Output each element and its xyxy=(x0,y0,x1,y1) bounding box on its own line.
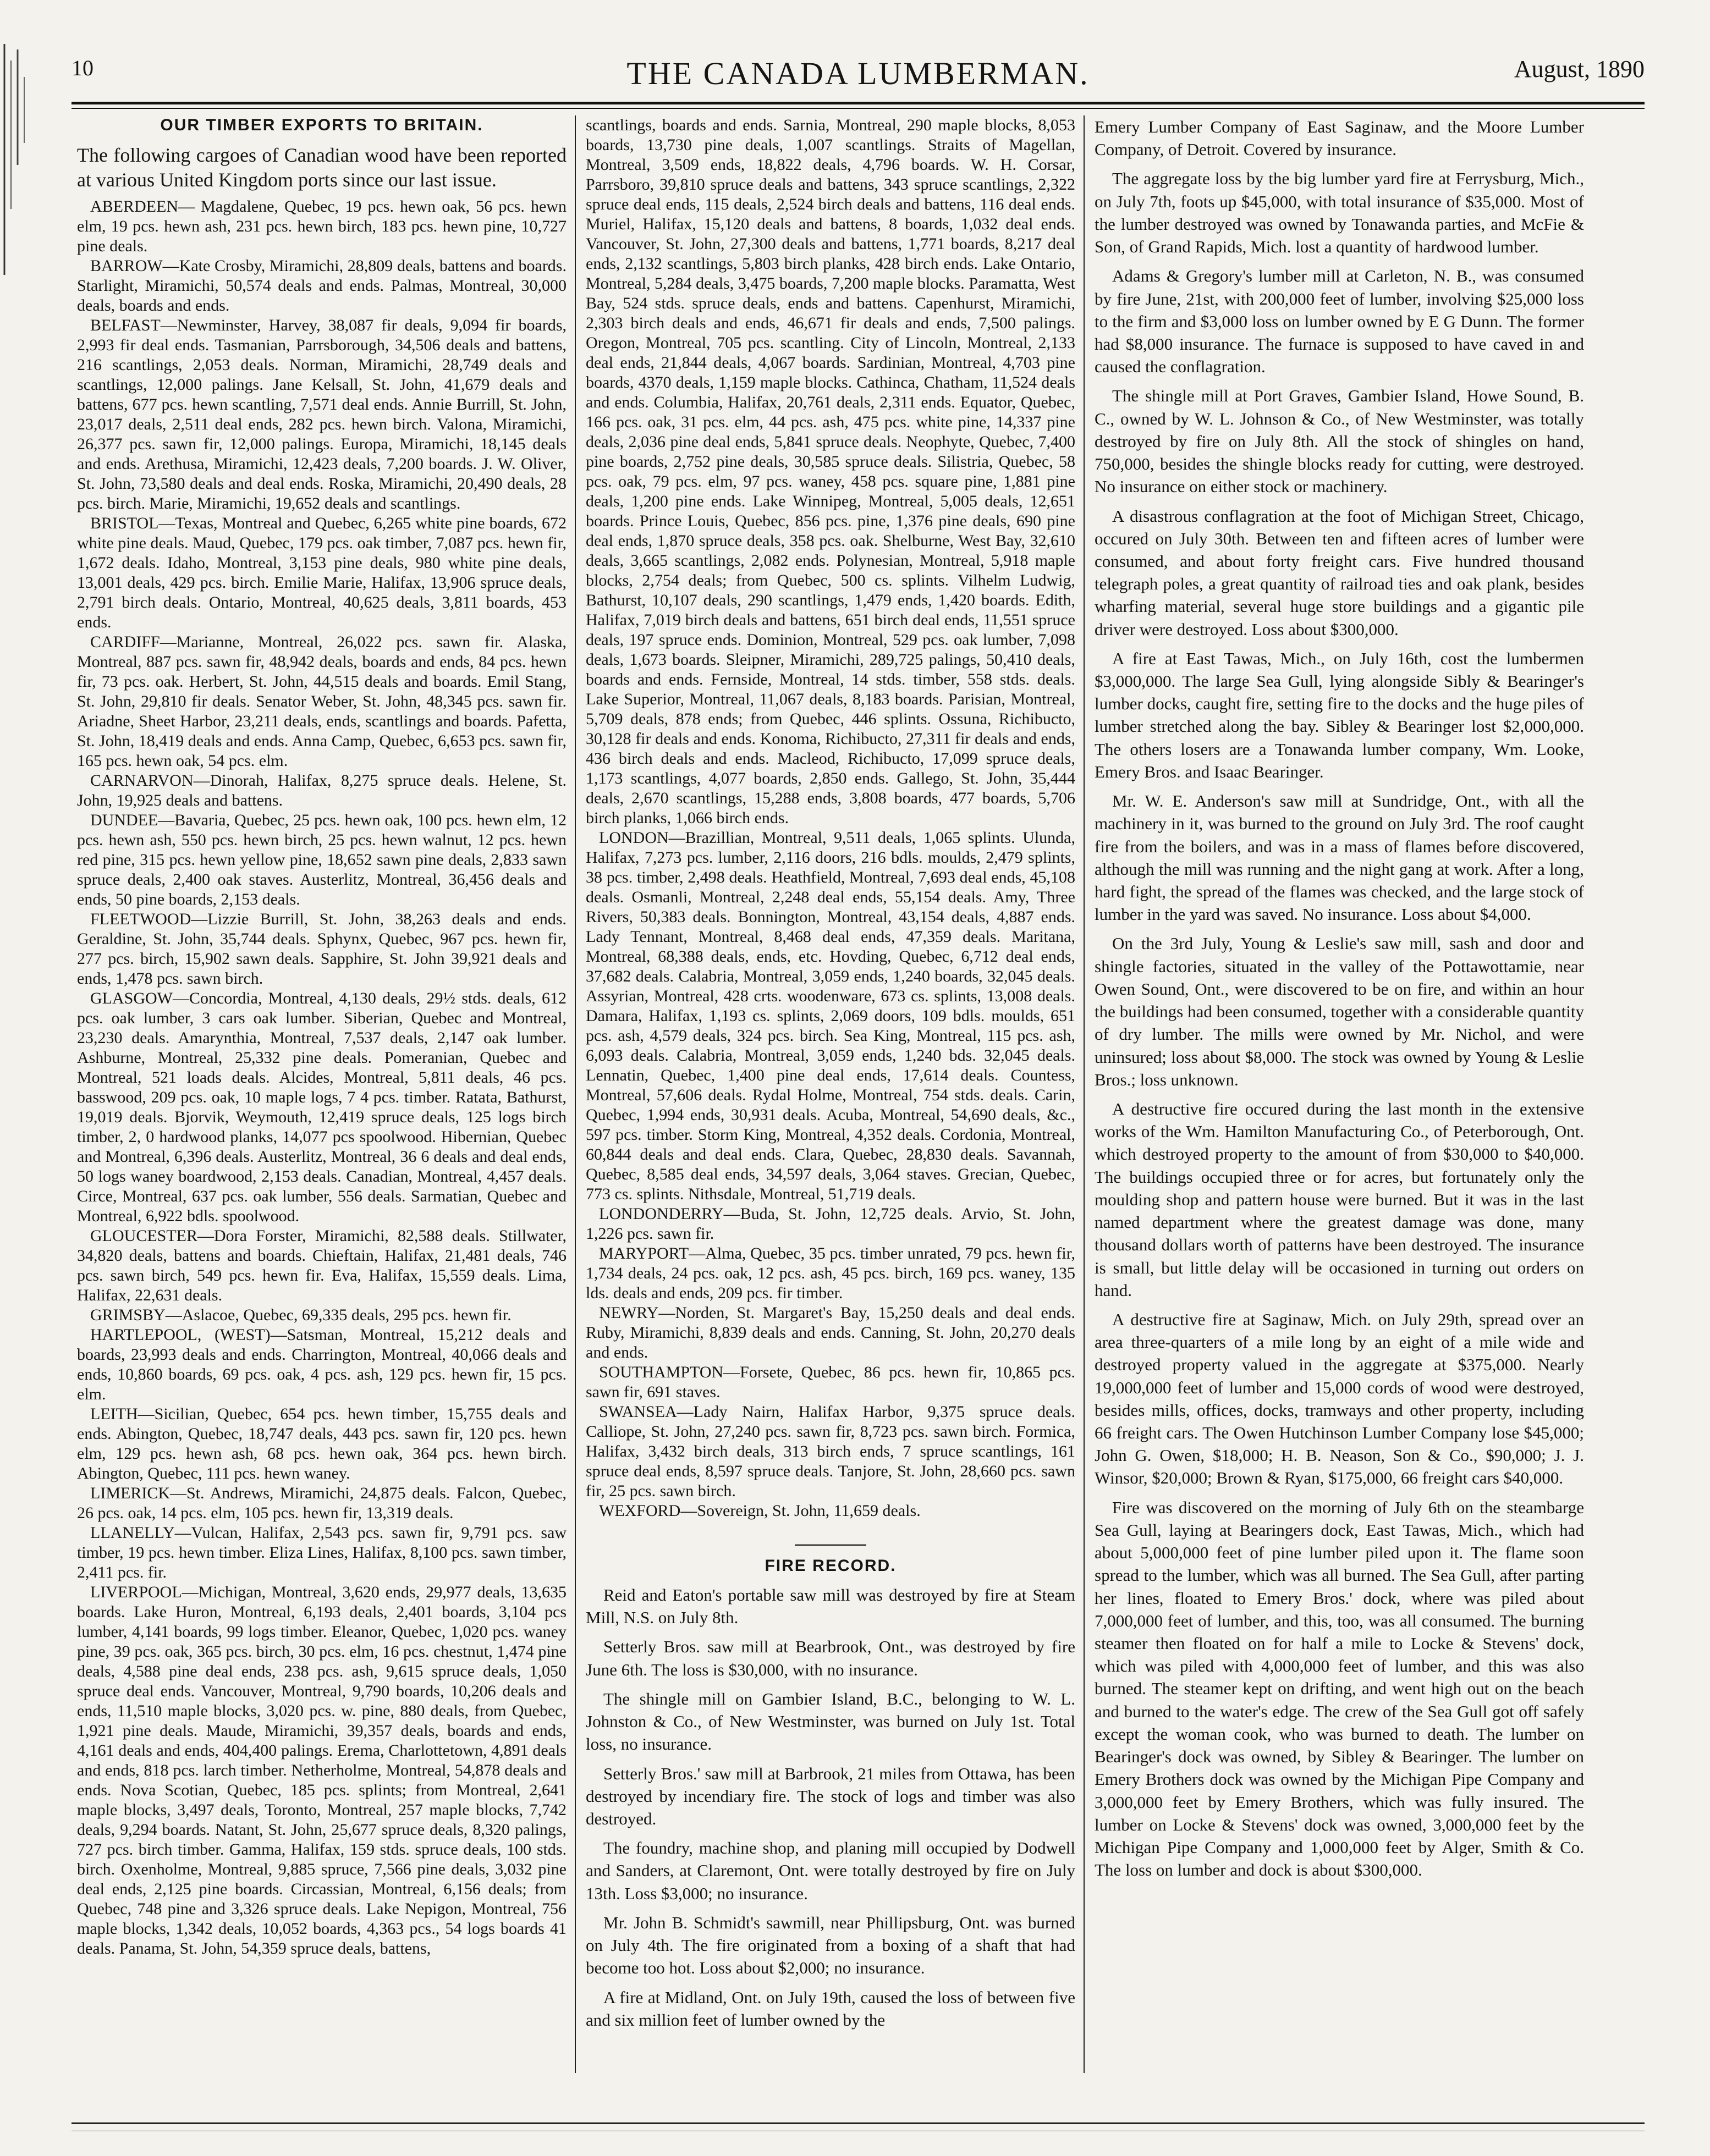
cargo-entry-aberdeen: ABERDEEN— Magdalene, Quebec, 19 pcs. hewn oak, 56 pcs. hewn elm, 19 pcs. hewn ash, 231 pcs. hewn birch, 183 pcs. hewn pine, 10,727 pine deals. xyxy=(77,197,567,255)
fire-item: The shingle mill on Gambier Island, B.C., belonging to W. L. Johnston & Co., of New Westminster, was burned on July 1st. Total loss, no insurance. xyxy=(586,1689,1075,1754)
fire-item: Mr. John B. Schmidt's sawmill, near Phillipsburg, Ont. was burned on July 4th. The fire originated from a boxing of a shaft that had become too hot. Loss about $2,000; no insurance. xyxy=(586,1912,1075,1978)
cargo-entry-belfast: BELFAST—Newminster, Harvey, 38,087 fir deals, 9,094 fir boards, 2,993 fir deal ends. Tasmanian, Parrsborough, 34,506 deals and battens, 216 scantlings, 2,053 deals. Norman, Miramichi, 28,749 deals and scantlings, 12,000 palings. Jane Kelsall, St. John, 41,679 deals and battens, 677 pcs. hewn scantling, 7,571 deal ends. Annie Burrill, St. John, 23,017 deals, 2,511 deal ends, 282 pcs. hewn birch. Valona, Miramichi, 26,377 pcs. sawn fir, 12,000 palings. Europa, Miramichi, 18,145 deals and ends. Arethusa, Miramichi, 12,423 deals, 7,200 boards. J. W. Oliver, St. John, 73,580 deals and deal ends. Roska, Miramichi, 20,490 deals, 28 pcs. birch. Marie, Miramichi, 19,652 deals and scantlings. xyxy=(77,316,567,512)
fire-item: Adams & Gregory's lumber mill at Carleton, N. B., was consumed by fire June, 21st, with 200,000 feet of lumber, involving $25,000 loss to the firm and $3,000 loss on lumber owned by E G Dunn. The former had $8,000 insurance. The furnace is supposed to have caved in and caused the conflagration. xyxy=(1095,266,1584,377)
footer-rule xyxy=(72,2122,1645,2124)
fire-item: A fire at East Tawas, Mich., on July 16th, cost the lumbermen $3,000,000. The large Sea Gull, lying alongside Sibly & Bearinger's lumber docks, caught fire, setting fire to the docks and the huge piles of lumber stretched along the bay. Sibley & Bearinger lost $2,000,000. The others losers are a Tonawanda lumber company, Wm. Looke, Emery Bros. and Isaac Bearinger. xyxy=(1095,648,1584,781)
cargo-entry-hartlepool: HARTLEPOOL, (WEST)—Satsman, Montreal, 15,212 deals and boards, 23,993 deals and ends. Charrington, Montreal, 40,066 deals and ends, 10,860 boards, 69 pcs. oak, 4 pcs. ash, 129 pcs. hewn fir, 15 pcs. elm. xyxy=(77,1326,567,1403)
cargo-entry-cardiff: CARDIFF—Marianne, Montreal, 26,022 pcs. sawn fir. Alaska, Montreal, 887 pcs. sawn fir, 48,942 deals, boards and ends, 84 pcs. hewn fir, 73 pcs. oak. Herbert, St. John, 44,515 deals and boards. Emil Stang, St. John, 29,810 fir deals. Senator Weber, St. John, 48,345 pcs. sawn fir. Ariadne, Sheet Harbor, 23,211 deals, ends, scantlings and boards. Pafetta, St. John, 18,419 deals and ends. Anna Camp, Quebec, 6,653 pcs. sawn fir, 165 pcs. hewn oak, 54 pcs. elm. xyxy=(77,633,567,770)
cargo-entry-wexford: WEXFORD—Sovereign, St. John, 11,659 deals. xyxy=(599,1502,921,1520)
cargo-entry-llanelly: LLANELLY—Vulcan, Halifax, 2,543 pcs. sawn fir, 9,791 pcs. saw timber, 19 pcs. hewn timber. Eliza Lines, Halifax, 8,100 pcs. sawn timber, 2,411 pcs. fir. xyxy=(77,1524,567,1581)
cargo-entry-carnarvon: CARNARVON—Dinorah, Halifax, 8,275 spruce deals. Helene, St. John, 19,925 deals and battens. xyxy=(77,771,567,809)
section-title-fire-record: FIRE RECORD. xyxy=(765,1557,897,1575)
cargo-entry-southampton: SOUTHAMPTON—Forsete, Quebec, 86 pcs. hewn fir, 10,865 pcs. sawn fir, 691 staves. xyxy=(586,1363,1075,1401)
column-divider-1 xyxy=(575,115,576,2073)
fire-item: Fire was discovered on the morning of July 6th on the steambarge Sea Gull, laying at Bearingers dock, East Tawas, Mich., which had about 5,000,000 feet of pine lumber piled upon it. The flame soon spread to the lumber, which was all burned. The Sea Gull, after parting her lines, floated to Emery Bros.' dock, where was piled about 7,000,000 feet of lumber, and this, too, was all consumed. The burning steamer then floated on for half a mile to Locke & Stevens' dock, which was piled with 4,000,000 feet of lumber, and this was also burned. The steamer kept on drifting, and went high out on the beach and burned to the water's edge. The crew of the Sea Gull got off safely except the woman cook, who was burned to death. The lumber on Bearinger's dock was owned, by Sibley & Bearinger. The lumber on Emery Brothers dock was owned by the Michigan Pipe Company and 3,000,000 feet by Emery Brothers, which was fully insured. The lumber on Locke & Stevens' dock was owned, 3,000,000 feet by the Michigan Pipe Company and 1,000,000 feet by Alger, Smith & Co. The loss on lumber and dock is about $300,000. xyxy=(1095,1497,1584,1880)
exports-intro: The following cargoes of Canadian wood have been reported at various United Kingdom ports since our last issue. xyxy=(77,144,567,191)
fire-item: A destructive fire occured during the last month in the extensive works of the Wm. Hamilton Manufacturing Co., of Peterborough, Ont. which destroyed property to the amount of from $30,000 to $40,000. The buildings occupied three or for acres, but fortunately only the moulding shop and pattern house were burned. But it was in the last named department where the greatest damage was done, many thousand dollars worth of patterns have been destroyed. The insurance is small, but little delay will be occasioned in turning out orders on hand. xyxy=(1095,1099,1584,1300)
cargo-entry-leith: LEITH—Sicilian, Quebec, 654 pcs. hewn timber, 15,755 deals and ends. Abington, Quebec, 18,747 deals, 443 pcs. sawn fir, 120 pcs. hewn elm, 129 pcs. hewn ash, 68 pcs. hewn oak, 364 pcs. hewn birch. Abington, Quebec, 111 pcs. hewn waney. xyxy=(77,1405,567,1482)
issue-date: August, 1890 xyxy=(1514,56,1645,82)
cargo-entry-newry: NEWRY—Norden, St. Margaret's Bay, 15,250 deals and deal ends. Ruby, Miramichi, 8,839 deals and ends. Canning, St. John, 20,270 deals and ends. xyxy=(586,1304,1075,1361)
column-1 xyxy=(77,115,567,2073)
header-rule-thick xyxy=(72,102,1645,104)
page-number: 10 xyxy=(72,56,94,80)
column-divider-2 xyxy=(1084,115,1085,2073)
fire-item: The shingle mill at Port Graves, Gambier Island, Howe Sound, B. C., owned by W. L. Johnson & Co., of New Westminster, was totally destroyed by fire on July 8th. All the stock of shingles on hand, 750,000, besides the shingle blocks ready for cutting, were destroyed. No insurance on either stock or machinery. xyxy=(1095,386,1584,497)
fire-item: Setterly Bros.' saw mill at Barbrook, 21 miles from Ottawa, has been destroyed by incendiary fire. The stock of logs and timber was also destroyed. xyxy=(586,1763,1075,1828)
column-2 xyxy=(586,115,1075,2073)
fire-item: On the 3rd July, Young & Leslie's saw mill, sash and door and shingle factories, situated in the valley of the Pottawottamie, near Owen Sound, Ont., were discovered to be on fire, and within an hour the buildings had been consumed, together with a considerable quantity of dry lumber. The mills were owned by Mr. Nichol, and were uninsured; loss about $8,000. The stock was owned by Young & Leslie Bros.; loss unknown. xyxy=(1095,934,1584,1089)
fire-item: Reid and Eaton's portable saw mill was destroyed by fire at Steam Mill, N.S. on July 8th. xyxy=(586,1585,1075,1628)
cargo-entry-londonderry: LONDONDERRY—Buda, St. John, 12,725 deals. Arvio, St. John, 1,226 pcs. sawn fir. xyxy=(586,1205,1075,1243)
fire-item: The foundry, machine shop, and planing mill occupied by Dodwell and Sanders, at Claremont, Ont. were totally destroyed by fire on July 13th. Loss $3,000; no insurance. xyxy=(586,1838,1075,1903)
fire-item: Setterly Bros. saw mill at Bearbrook, Ont., was destroyed by fire June 6th. The loss is $30,000, with no insurance. xyxy=(586,1637,1075,1679)
fire-item: A disastrous conflagration at the foot of Michigan Street, Chicago, occured on July 30th. Between ten and fifteen acres of lumber were consumed, and about forty freight cars. Five hundred thousand telegraph poles, a great quantity of railroad ties and oak plank, besides wharfing material, several huge store buildings and a gigantic pile driver were destroyed. Loss about $300,000. xyxy=(1095,506,1584,639)
cargo-entry-grimsby: GRIMSBY—Aslacoe, Quebec, 69,335 deals, 295 pcs. hewn fir. xyxy=(90,1306,512,1324)
binding-edge-marks xyxy=(0,44,33,1804)
cargo-entry-bristol: BRISTOL—Texas, Montreal and Quebec, 6,265 white pine boards, 672 white pine deals. Maud, Quebec, 179 pcs. oak timber, 7,087 pcs. hewn fir, 1,672 deals. Idaho, Montreal, 3,153 pine deals, 980 white pine deals, 13,001 deals, 429 pcs. birch. Emilie Marie, Halifax, 13,906 spruce deals, 2,791 birch deals. Ontario, Montreal, 40,625 deals, 3,811 boards, 453 ends. xyxy=(77,514,567,631)
fire-item-continued: Emery Lumber Company of East Saginaw, and the Moore Lumber Company, of Detroit. Covered by insurance. xyxy=(1095,117,1584,159)
masthead-title: THE CANADA LUMBERMAN. xyxy=(626,56,1090,91)
cargo-entry-swansea: SWANSEA—Lady Nairn, Halifax Harbor, 9,375 spruce deals. Calliope, St. John, 27,240 pcs. sawn fir, 8,723 pcs. sawn birch. Formica, Halifax, 3,432 birch deals, 313 birch ends, 7 spruce scantlings, 161 spruce deal ends, 8,597 spruce deals. Tanjore, St. John, 28,660 pcs. sawn fir, 25 pcs. sawn birch. xyxy=(586,1403,1075,1500)
fire-item: A fire at Midland, Ont. on July 19th, caused the loss of between five and six million feet of lumber owned by the xyxy=(586,1987,1075,2030)
cargo-entry-london: LONDON—Brazillian, Montreal, 9,511 deals, 1,065 splints. Ulunda, Halifax, 7,273 pcs. lumber, 2,116 doors, 216 bdls. moulds, 2,479 splints, 38 pcs. timber, 2,498 deals. Heathfield, Montreal, 7,693 deal ends, 45,108 deals. Osmanli, Montreal, 2,248 deal ends, 55,154 deals. Amy, Three Rivers, 50,383 deals. Bonnington, Montreal, 43,154 deals, 4,887 ends. Lady Tennant, Montreal, 8,468 deal ends, 47,359 deals. Maritana, Montreal, 68,388 deals, ends, etc. Hovding, Quebec, 6,712 deal ends, 37,682 deals. Calabria, Montreal, 3,059 ends, 1,240 boards, 32,045 deals. Assyrian, Montreal, 428 crts. woodenware, 673 cs. splints, 13,008 deals. Damara, Halifax, 1,193 cs. splints, 2,069 doors, 109 bdls. moulds, 651 pcs. ash, 4,579 deals, 324 pcs. birch. Sea King, Montreal, 115 pcs. ash, 6,093 deals. Calabria, Montreal, 3,059 ends, 1,240 bds. 32,045 deals. Lennatin, Quebec, 1,400 pine deal ends, 17,614 deals. Countess, Montreal, 57,606 deals. Rydal Holme, Montreal, 754 stds. deals. Carin, Quebec, 1,994 ends, 30,931 deals. Acuba, Montreal, 54,690 deals, &c., 597 pcs. timber. Storm King, Montreal, 4,352 deals. Cordonia, Montreal, 60,844 deals and deal ends. Clara, Quebec, 28,830 deals. Savannah, Quebec, 8,585 deal ends, 34,597 deals, 3,064 staves. Grecian, Quebec, 773 cs. splints. Nithsdale, Montreal, 51,719 deals. xyxy=(586,829,1075,1203)
section-title-timber-exports: OUR TIMBER EXPORTS TO BRITAIN. xyxy=(160,116,483,134)
cargo-entry-dundee: DUNDEE—Bavaria, Quebec, 25 pcs. hewn oak, 100 pcs. hewn elm, 12 pcs. hewn ash, 550 pcs. hewn birch, 25 pcs. hewn walnut, 12 pcs. hewn red pine, 315 pcs. hewn yellow pine, 18,652 sawn pine deals, 2,833 sawn spruce deals, 2,400 oak staves. Austerlitz, Montreal, 36,456 deals and ends, 50 pine boards, 2,153 deals. xyxy=(77,811,567,908)
cargo-entry-liverpool-continued: scantlings, boards and ends. Sarnia, Montreal, 290 maple blocks, 8,053 boards, 13,730 pine deals, 1,007 scantlings. Straits of Magellan, Montreal, 3,509 ends, 18,822 deals, 4,796 boards. W. H. Corsar, Parrsboro, 39,810 spruce deals and battens, 343 spruce scantlings, 2,322 spruce deal ends, 115 deals, 2,524 birch deals and battens, 116 deal ends. Muriel, Halifax, 15,120 deals and battens, 8 boards, 1,032 deal ends. Vancouver, St. John, 27,300 deals and battens, 1,771 boards, 8,217 deal ends, 2,132 scantlings, 5,803 birch planks, 428 birch ends. Lake Ontario, Montreal, 5,284 deals, 3,475 boards, 7,200 maple blocks. Paramatta, West Bay, 524 stds. spruce deals, ends and battens. Capenhurst, Miramichi, 2,303 birch deals and ends, 46,671 fir deals and ends, 7,500 palings. Oregon, Montreal, 705 pcs. scantling. City of Lincoln, Montreal, 2,133 deal ends, 21,844 deals, 4,067 boards. Sardinian, Montreal, 4,703 pine boards, 4370 deals, 1,159 maple blocks. Cathinca, Chatham, 11,524 deals and ends. Columbia, Halifax, 20,761 deals, 2,311 ends. Equator, Quebec, 166 pcs. oak, 31 pcs. elm, 44 pcs. ash, 475 pcs. white pine, 14,337 pine deals, 2,036 pine deal ends, 5,841 spruce deals. Neophyte, Quebec, 7,400 pine boards, 2,752 pine deals, 30,585 spruce deals. Silistria, Quebec, 58 pcs. oak, 79 pcs. elm, 97 pcs. waney, 458 pcs. square pine, 1,881 pine deals, 1,200 pine ends. Lake Winnipeg, Montreal, 5,005 deals, 12,651 boards. Prince Louis, Quebec, 856 pcs. pine, 1,376 pine deals, 690 pine deal ends, 1,870 spruce deals, 358 pcs. oak. Shelburne, West Bay, 32,610 deals, 3,665 scantlings, 2,082 ends. Polynesian, Montreal, 5,918 maple blocks, 2,754 deals; from Quebec, 500 cs. splints. Vilhelm Ludwig, Bathurst, 10,107 deals, 290 scantlings, 1,479 ends, 1,420 boards. Edith, Halifax, 7,019 birch deals and battens, 651 birch deal ends, 11,551 spruce deals, 197 spruce ends. Dominion, Montreal, 529 pcs. oak lumber, 7,098 deals, 1,673 boards. Sleipner, Miramichi, 289,725 palings, 50,410 deals, boards and ends. Fernside, Montreal, 14 stds. timber, 558 stds. deals. Lake Superior, Montreal, 11,067 deals, 8,183 boards. Parisian, Montreal, 5,709 deals, 878 ends; from Quebec, 446 splints. Ossuna, Richibucto, 30,128 fir deals and ends. Konoma, Richibucto, 27,311 fir deals and ends, 436 birch deals and ends. Macleod, Richibucto, 17,099 spruce deals, 1,173 scantlings, 4,077 boards, 2,850 ends. Gallego, St. John, 35,444 deals, 2,670 scantlings, 15,288 ends, 3,808 boards, 477 boards, 5,706 birch planks, 1,066 birch ends. xyxy=(586,116,1075,827)
cargo-entry-limerick: LIMERICK—St. Andrews, Miramichi, 24,875 deals. Falcon, Quebec, 26 pcs. oak, 14 pcs. elm, 105 pcs. hewn fir, 13,319 deals. xyxy=(77,1484,567,1522)
section-divider xyxy=(586,1531,1075,1551)
cargo-entry-liverpool: LIVERPOOL—Michigan, Montreal, 3,620 ends, 29,977 deals, 13,635 boards. Lake Huron, Montreal, 6,193 deals, 2,401 boards, 3,104 pcs lumber, 4,141 boards, 99 logs timber. Eleanor, Quebec, 1,020 pcs. waney pine, 39 pcs. oak, 365 pcs. birch, 30 pcs. elm, 16 pcs. chestnut, 1,474 pine deals, 4,588 pine deal ends, 238 pcs. ash, 9,615 spruce deals, 1,050 spruce deal ends. Vancouver, Montreal, 9,790 boards, 10,206 deals and ends, 11,510 maple blocks, 3,020 pcs. w. pine, 880 deals, from Quebec, 1,921 pine deals. Maude, Miramichi, 39,357 deals, boards and ends, 4,161 deals and ends, 404,400 palings. Erema, Charlottetown, 4,891 deals and ends, 818 pcs. larch timber. Netherholme, Montreal, 54,878 deals and ends. Nova Scotian, Quebec, 185 pcs. splints; from Montreal, 2,641 maple blocks, 3,497 deals, Toronto, Montreal, 257 maple blocks, 7,742 deals, 9,294 boards. Natant, St. John, 25,677 spruce deals, 8,320 palings, 727 pcs. birch timber. Gamma, Halifax, 159 stds. spruce deals, 100 stds. birch. Oxenholme, Montreal, 9,885 spruce, 7,566 pine deals, 3,032 pine deal ends, 2,125 pine boards. Circassian, Montreal, 6,156 deals; from Quebec, 748 pine and 3,326 spruce deals. Lake Nepigon, Montreal, 756 maple blocks, 1,342 deals, 10,052 boards, 4,363 pcs., 54 logs boards 41 deals. Panama, St. John, 54,359 spruce deals, battens, xyxy=(77,1583,567,1958)
cargo-entry-barrow: BARROW—Kate Crosby, Miramichi, 28,809 deals, battens and boards. Starlight, Miramichi, 50,574 deals and ends. Palmas, Montreal, 30,000 deals, boards and ends. xyxy=(77,257,567,315)
fire-item: A destructive fire at Saginaw, Mich. on July 29th, spread over an area three-quarters of a mile long by an eight of a mile wide and destroyed property valued in the aggregate at $375,000. Nearly 19,000,000 feet of lumber and 15,000 cords of wood were destroyed, besides mills, offices, docks, tramways and other property, including 66 freight cars. The Owen Hutchinson Lumber Company lose $45,000; John G. Owen, $18,000; H. B. Neason, Son & Co., $90,000; J. J. Winsor, $20,000; Brown & Ryan, $175,000, 66 freight cars $40,000. xyxy=(1095,1309,1584,1488)
page-header xyxy=(72,55,1645,93)
cargo-entry-gloucester: GLOUCESTER—Dora Forster, Miramichi, 82,588 deals. Stillwater, 34,820 deals, battens and boards. Chieftain, Halifax, 21,481 deals, 746 pcs. sawn birch, 549 pcs. hewn fir. Eva, Halifax, 15,559 deals. Lima, Halifax, 22,631 deals. xyxy=(77,1227,567,1304)
cargo-entry-maryport: MARYPORT—Alma, Quebec, 35 pcs. timber unrated, 79 pcs. hewn fir, 1,734 deals, 24 pcs. oak, 12 pcs. ash, 45 pcs. birch, 169 pcs. waney, 135 lds. deals and ends, 209 pcs. fir timber. xyxy=(586,1244,1075,1302)
column-3 xyxy=(1095,115,1584,2073)
fire-item: Mr. W. E. Anderson's saw mill at Sundridge, Ont., with all the machinery in it, was burned to the ground on July 3rd. The roof caught fire from the boilers, and was in a mass of flames before discovered, although the mill was running and the night gang at work. After a long, hard fight, the spread of the flames was checked, and the large stock of lumber in the yard was saved. No insurance. Loss about $4,000. xyxy=(1095,791,1584,924)
cargo-entry-glasgow: GLASGOW—Concordia, Montreal, 4,130 deals, 29½ stds. deals, 612 pcs. oak lumber, 3 cars oak lumber. Siberian, Quebec and Montreal, 23,230 deals. Amarynthia, Montreal, 7,537 deals, 2,147 oak lumber. Ashburne, Montreal, 25,332 pine deals. Pomeranian, Quebec and Montreal, 521 loads deals. Alcides, Montreal, 5,811 deals, 46 pcs. basswood, 209 pcs. oak, 10 maple logs, 7 4 pcs. timber. Ratata, Bathurst, 19,019 deals. Bjorvik, Weymouth, 12,419 spruce deals, 125 logs birch timber, 2, 0 hardwood planks, 14,077 pcs spoolwood. Hibernian, Quebec and Montreal, 6,396 deals. Austerlitz, Montreal, 36 6 deals and deal ends, 50 logs waney boardwood, 2,153 deals. Canadian, Montreal, 4,457 deals. Circe, Montreal, 637 pcs. oak lumber, 556 deals. Sarmatian, Quebec and Montreal, 6,922 bdls. spoolwood. xyxy=(77,989,567,1225)
fire-item: The aggregate loss by the big lumber yard fire at Ferrysburg, Mich., on July 7th, foots up $45,000, with total insurance of $35,000. Most of the lumber destroyed was owned by Tonawanda parties, and McFie & Son, of Grand Rapids, Mich. lost a quantity of hardwood lumber. xyxy=(1095,169,1584,257)
cargo-entry-fleetwood: FLEETWOOD—Lizzie Burrill, St. John, 38,263 deals and ends. Geraldine, St. John, 35,744 deals. Sphynx, Quebec, 967 pcs. hewn fir, 277 pcs. birch, 15,902 sawn deals. Sapphire, St. John 39,921 deals and ends, 1,478 pcs. sawn birch. xyxy=(77,910,567,988)
header-rule-thin xyxy=(72,108,1645,109)
